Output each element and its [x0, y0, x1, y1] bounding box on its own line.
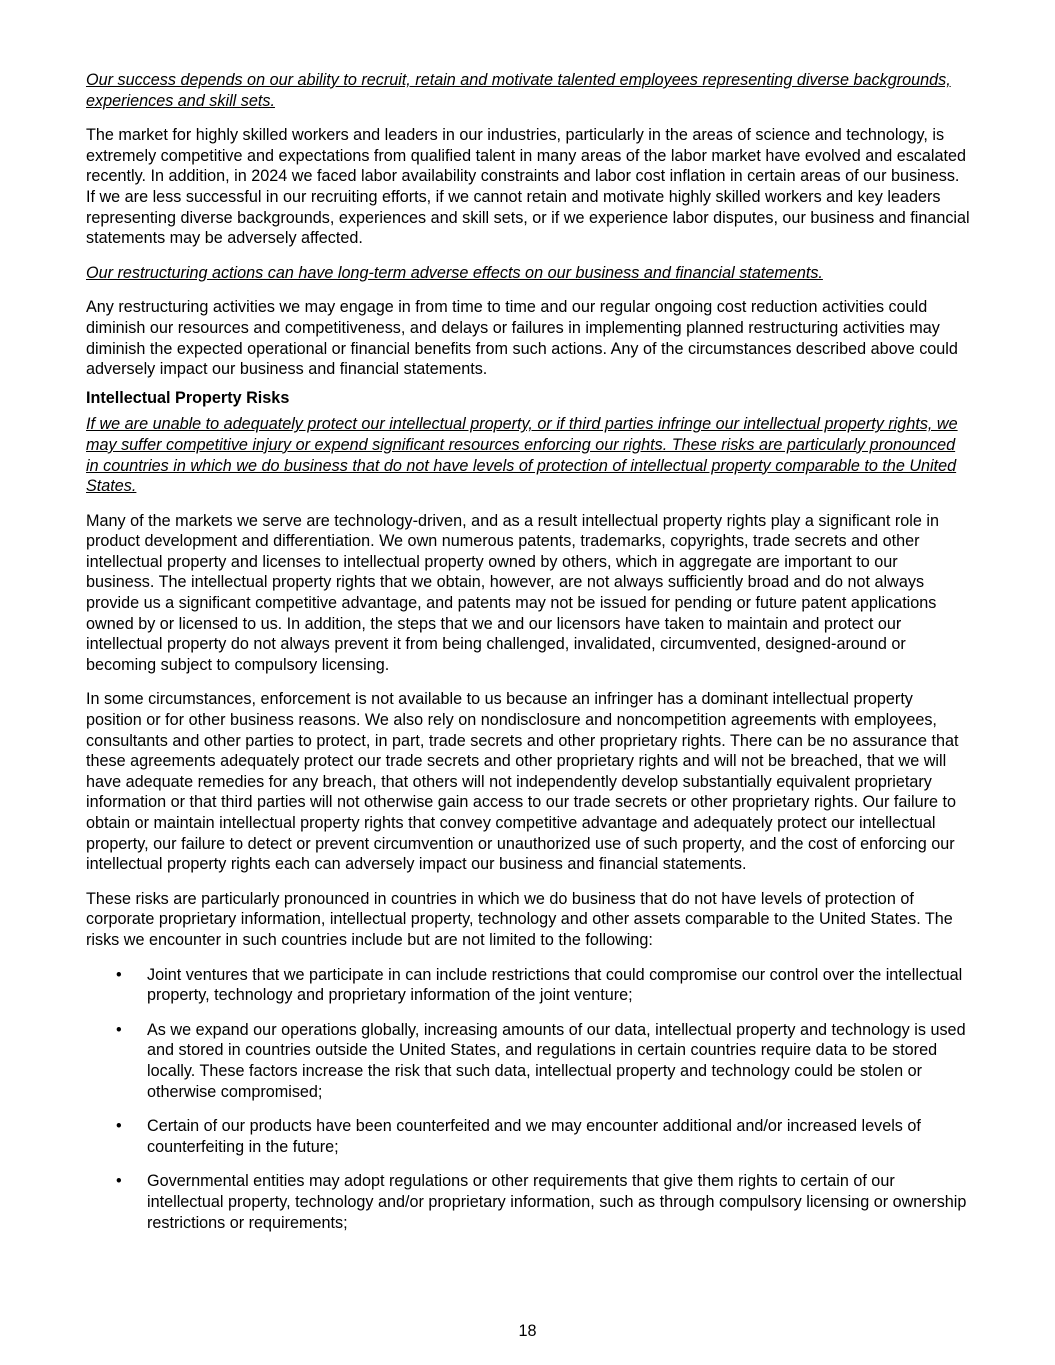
bullet-icon: •	[116, 1172, 122, 1191]
list-item-text: Certain of our products have been counterfeited and we may encounter additional and/or increased levels of counterfeiting in the future;	[147, 1117, 921, 1156]
paragraph-country-risks: These risks are particularly pronounced in countries in which we do business that do not have levels of protection of corporate proprietary information, intellectual property, technology and other assets comparable to the United States. The risks we encounter in such countries include but are not limited to the following:	[86, 889, 953, 949]
section-title-ip-risks: Intellectual Property Risks	[86, 388, 290, 407]
paragraph-ip-markets: Many of the markets we serve are technology-driven, and as a result intellectual property rights play a significant role in product development and differentiation. We own numerous patents, trademarks, copyrights, trade secrets and other intellectual property and licenses to intellectual property owned by others, which in aggregate are important to our business. The intellectual property rights that we obtain, however, are not always sufficiently broad and do not always provide us a significant competitive advantage, and patents may not be issued for pending or future patent applications owned by or licensed to us. In addition, the steps that we and our licensors have taken to maintain and protect our intellectual property do not always prevent it from being challenged, invalidated, circumvented, designed-around or becoming subject to compulsory licensing.	[86, 511, 939, 674]
paragraph-restructuring: Any restructuring activities we may engage in from time to time and our regular ongoing cost reduction activities could diminish our resources and competitiveness, and delays or failures in implementing planned restructuring activities may diminish the expected operational or financial benefits from such actions. Any of the circumstances described above could adversely impact our business and financial statements.	[86, 298, 958, 379]
paragraph-enforcement: In some circumstances, enforcement is not available to us because an infringer has a dominant intellectual property position or for other business reasons. We also rely on nondisclosure and noncompetition agreements with employees, consultants and other parties to protect, in part, trade secrets and other proprietary rights. There can be no assurance that these agreements adequately protect our trade secrets and other proprietary rights and will not be breached, that we will have adequate remedies for any breach, that others will not independently develop substantially equivalent proprietary information or that third parties will not otherwise gain access to our trade secrets or other proprietary rights. Our failure to obtain or maintain intellectual property rights that convey competitive advantage and adequately protect our intellectual property, our failure to detect or prevent circumvention or unauthorized use of such property, and the cost of enforcing our intellectual property rights each can adversely impact our business and financial statements.	[86, 690, 959, 874]
list-item-text: Governmental entities may adopt regulations or other requirements that give them rights to certain of our intellectual property, technology and/or proprietary information, such as through compulsory licensing or ownership restrictions or requirements;	[147, 1172, 967, 1232]
list-item-text: Joint ventures that we participate in can include restrictions that could compromise our control over the intellectual property, technology and proprietary information of the joint venture;	[147, 965, 963, 1005]
list-item-text: As we expand our operations globally, increasing amounts of our data, intellectual property and technology is used and stored in countries outside the United States, and regulations in certain countries require data to be stored locally. These factors increase the risk that such data, intellectual property and technology could be stolen or otherwise compromised;	[147, 1020, 966, 1101]
document-page	[86, 70, 970, 1247]
bullet-icon: •	[116, 1020, 122, 1039]
list-item	[86, 965, 970, 1006]
bullet-icon: •	[116, 1117, 122, 1136]
page-number: 18	[518, 1322, 537, 1340]
risk-bullet-list	[86, 965, 970, 1234]
subhead-ip-protection: If we are unable to adequately protect our intellectual property, or if third parties infringe our intellectual property rights, we may suffer competitive injury or expend significant resources enforcing our rights. These risks are particularly pronounced in countries in which we do business that do not have levels of protection of intellectual property comparable to the United States.	[86, 415, 958, 496]
list-item	[86, 1171, 970, 1233]
subhead-recruit-retain: Our success depends on our ability to recruit, retain and motivate talented employees representing diverse backgrounds, experiences and skill sets.	[86, 71, 951, 110]
subhead-restructuring: Our restructuring actions can have long-term adverse effects on our business and financial statements.	[86, 263, 823, 282]
list-item	[86, 1116, 970, 1157]
list-item	[86, 1020, 970, 1102]
paragraph-labor-market: The market for highly skilled workers and leaders in our industries, particularly in the areas of science and technology, is extremely competitive and expectations from qualified talent in many areas of the labor market have evolved and escalated recently. In addition, in 2024 we faced labor availability constraints and labor cost inflation in certain areas of our business. If we are less successful in our recruiting efforts, if we cannot retain and motivate highly skilled workers and key leaders representing diverse backgrounds, experiences and skill sets, or if we experience labor disputes, our business and financial statements may be adversely affected.	[86, 126, 970, 248]
bullet-icon: •	[116, 965, 122, 984]
